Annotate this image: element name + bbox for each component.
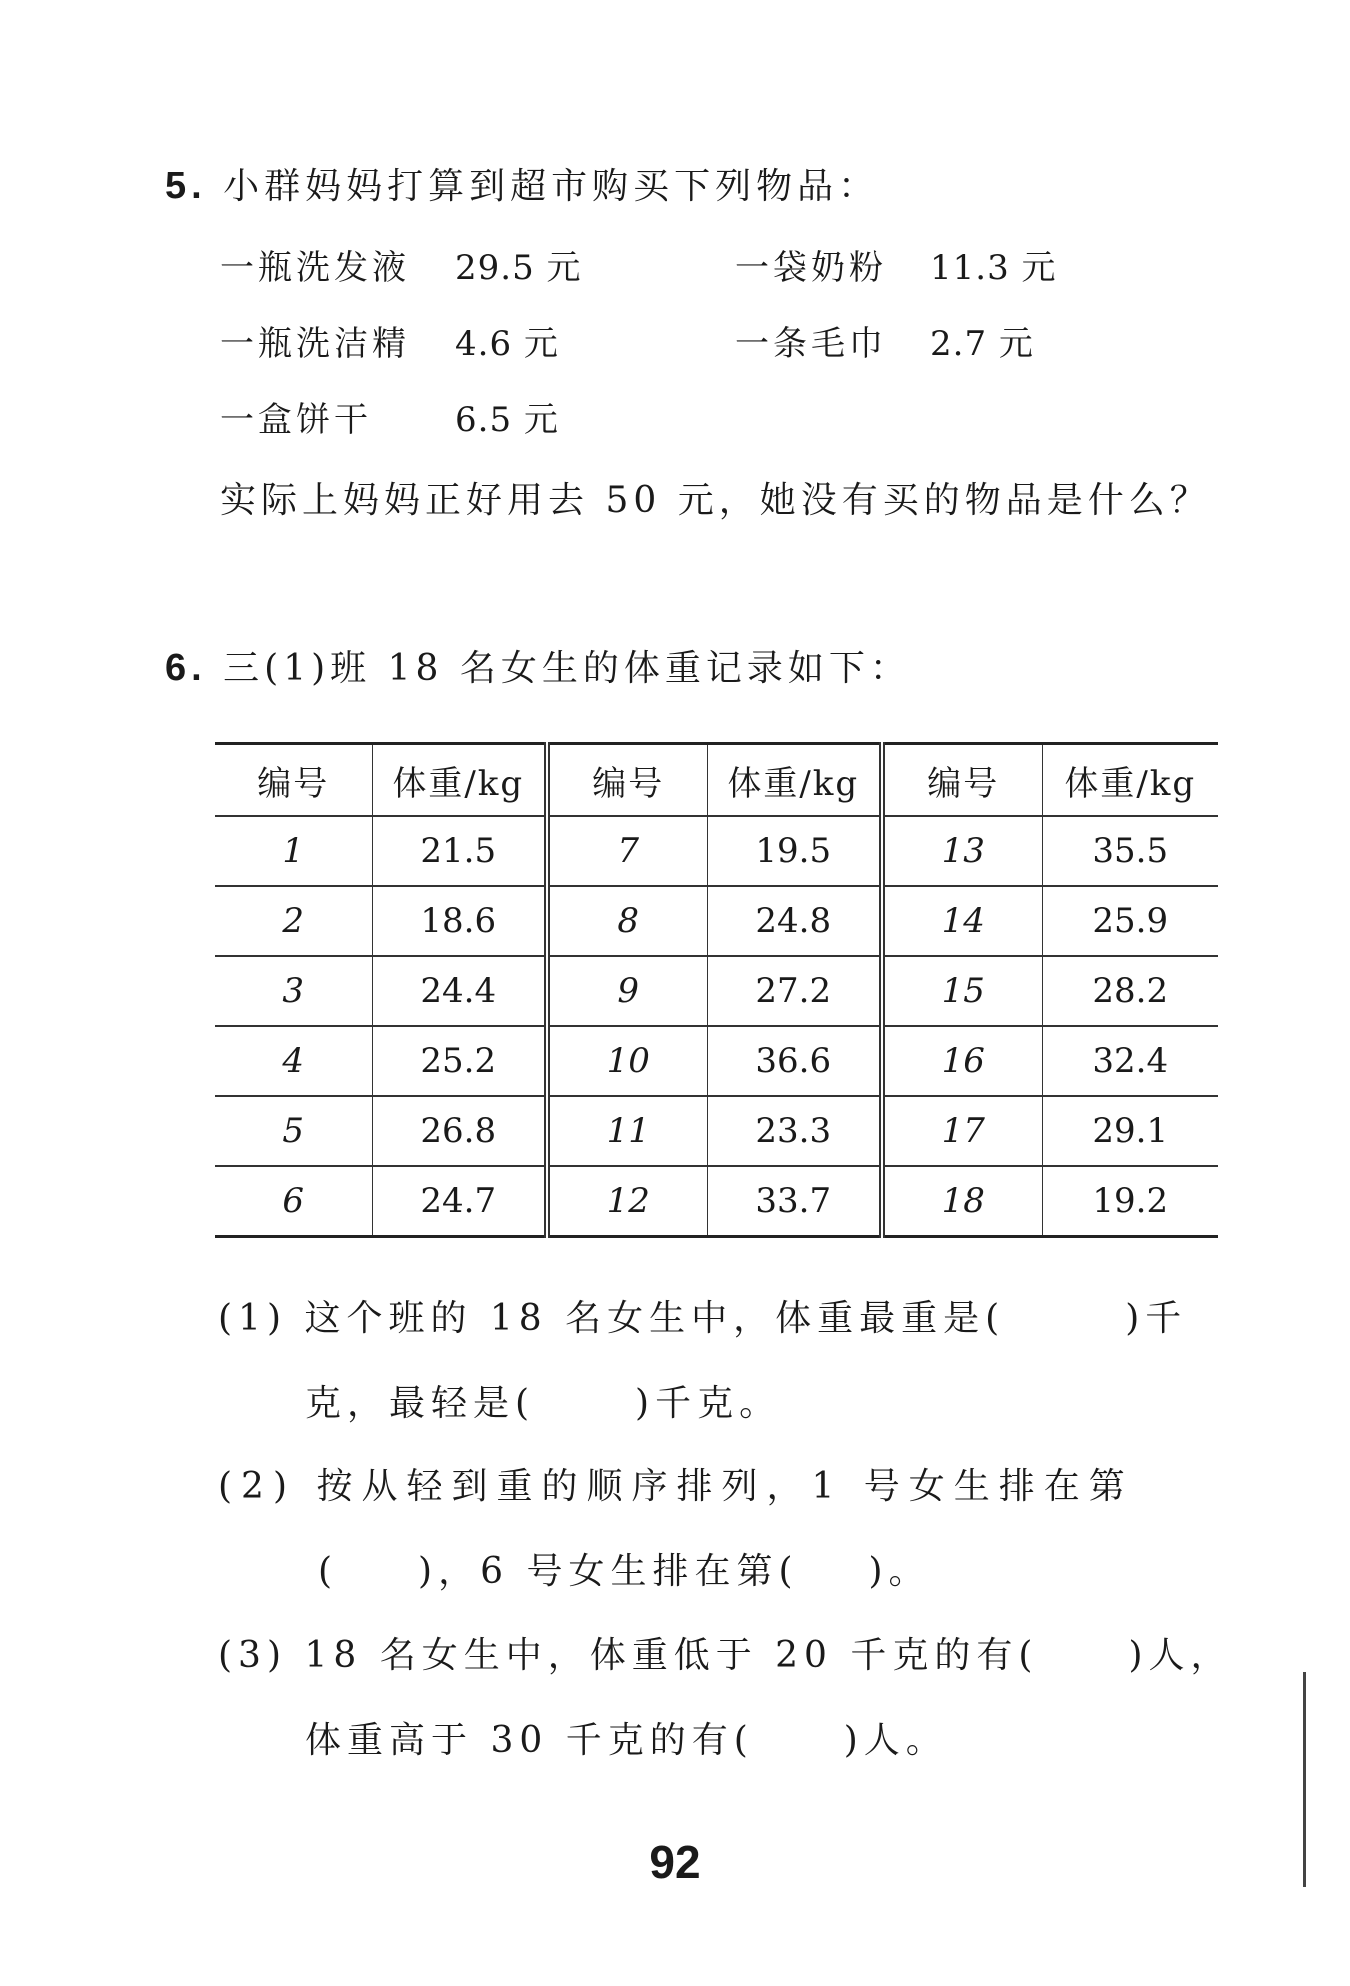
weight-table [215, 742, 1218, 1238]
subquestion-1-text-c: 克，最轻是( [305, 1383, 536, 1424]
cell-number: 13 [882, 816, 1042, 886]
question-5-heading [165, 158, 879, 209]
subquestion-1-line-2 [305, 1375, 781, 1426]
table-row [215, 1026, 1218, 1096]
cell-weight: 27.2 [707, 956, 882, 1026]
header-weight: 体重/kg [1042, 744, 1218, 817]
cell-weight: 24.7 [372, 1166, 547, 1237]
question-6-text: 三(1)班 18 名女生的体重记录如下： [223, 648, 911, 689]
table-row [215, 956, 1218, 1026]
cell-number: 9 [547, 956, 707, 1026]
page-number: 92 [649, 1836, 701, 1888]
header-weight: 体重/kg [372, 744, 547, 817]
cell-number: 10 [547, 1026, 707, 1096]
cell-weight: 19.2 [1042, 1166, 1218, 1237]
subquestion-2-label: (2) [218, 1466, 296, 1507]
cell-number: 2 [215, 886, 372, 956]
cell-weight: 36.6 [707, 1026, 882, 1096]
price-towel: 2.7 元 [930, 324, 1034, 364]
cell-weight: 29.1 [1042, 1096, 1218, 1166]
cell-weight: 24.4 [372, 956, 547, 1026]
cell-number: 12 [547, 1166, 707, 1237]
subquestion-3-label: (3) [218, 1635, 287, 1676]
cell-number: 3 [215, 956, 372, 1026]
cell-weight: 26.8 [372, 1096, 547, 1166]
subquestion-3-line-2 [305, 1712, 948, 1763]
cell-weight: 24.8 [707, 886, 882, 956]
cell-number: 15 [882, 956, 1042, 1026]
cell-weight: 25.9 [1042, 886, 1218, 956]
subquestion-2-open: ( [318, 1551, 339, 1592]
table-row [215, 1166, 1218, 1237]
table-header-row [215, 744, 1218, 817]
cell-number: 17 [882, 1096, 1042, 1166]
cell-weight: 25.2 [372, 1026, 547, 1096]
cell-number: 4 [215, 1026, 372, 1096]
subquestion-2-text-c: )。 [868, 1551, 931, 1592]
question-5-text: 小群妈妈打算到超市购买下列物品： [223, 166, 880, 207]
item-shampoo: 一瓶洗发液 [220, 248, 410, 288]
subquestion-1-text-d: )千克。 [635, 1383, 782, 1424]
cell-number: 1 [215, 816, 372, 886]
header-weight: 体重/kg [707, 744, 882, 817]
price-shampoo: 29.5 元 [455, 248, 582, 288]
cell-number: 14 [882, 886, 1042, 956]
price-detergent: 4.6 元 [455, 324, 559, 364]
item-detergent: 一瓶洗洁精 [220, 324, 410, 364]
question-5-number: 5. [165, 165, 207, 207]
scan-edge-line [1303, 1672, 1306, 1887]
cell-number: 18 [882, 1166, 1042, 1237]
cell-weight: 18.6 [372, 886, 547, 956]
subquestion-2-text-a: 按从轻到重的顺序排列，1 号女生排在第 [316, 1466, 1134, 1507]
subquestion-3-line-1 [218, 1627, 1233, 1678]
cell-number: 6 [215, 1166, 372, 1237]
cell-weight: 35.5 [1042, 816, 1218, 886]
header-number: 编号 [547, 744, 707, 817]
table-row [215, 886, 1218, 956]
table-row [215, 1096, 1218, 1166]
cell-number: 11 [547, 1096, 707, 1166]
price-milk-powder: 11.3 元 [930, 248, 1057, 288]
subquestion-1-text-b: )千 [1125, 1298, 1188, 1339]
question-6-heading [165, 640, 911, 691]
subquestion-1-line-1 [218, 1290, 1187, 1341]
price-biscuits: 6.5 元 [455, 400, 559, 440]
cell-weight: 23.3 [707, 1096, 882, 1166]
subquestion-1-text-a: 这个班的 18 名女生中，体重最重是( [304, 1298, 1006, 1339]
subquestion-3-text-c: 体重高于 30 千克的有( [305, 1720, 754, 1761]
table-row [215, 816, 1218, 886]
item-towel: 一条毛巾 [735, 324, 887, 364]
question-6-number: 6. [165, 647, 207, 689]
subquestion-3-text-a: 18 名女生中，体重低于 20 千克的有( [304, 1635, 1039, 1676]
subquestion-2-line-2 [318, 1543, 931, 1594]
cell-weight: 32.4 [1042, 1026, 1218, 1096]
cell-number: 5 [215, 1096, 372, 1166]
cell-weight: 28.2 [1042, 956, 1218, 1026]
question-5-question: 实际上妈妈正好用去 50 元，她没有买的物品是什么？ [220, 480, 1211, 521]
subquestion-3-text-d: )人。 [843, 1720, 948, 1761]
header-number: 编号 [215, 744, 372, 817]
item-biscuits: 一盒饼干 [220, 400, 372, 440]
cell-number: 7 [547, 816, 707, 886]
subquestion-3-text-b: )人， [1128, 1635, 1233, 1676]
subquestion-2-text-b: )，6 号女生排在第( [418, 1551, 799, 1592]
item-milk-powder: 一袋奶粉 [735, 248, 887, 288]
cell-number: 16 [882, 1026, 1042, 1096]
subquestion-1-label: (1) [218, 1298, 287, 1339]
header-number: 编号 [882, 744, 1042, 817]
cell-weight: 19.5 [707, 816, 882, 886]
cell-number: 8 [547, 886, 707, 956]
cell-weight: 21.5 [372, 816, 547, 886]
cell-weight: 33.7 [707, 1166, 882, 1237]
subquestion-2-line-1 [218, 1458, 1134, 1509]
